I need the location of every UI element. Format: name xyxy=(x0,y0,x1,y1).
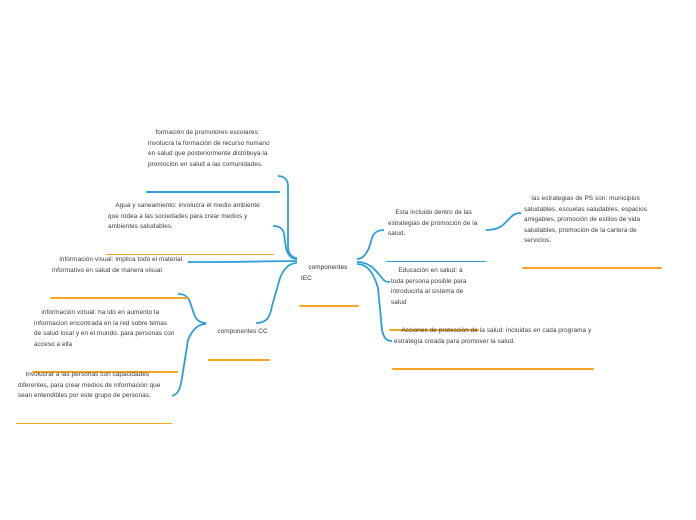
node-underline xyxy=(392,368,594,370)
node-label: componentes CC xyxy=(217,328,268,336)
node-estrategias-ps[interactable] xyxy=(522,184,662,269)
node-label: Acciones de protección de la salud: incluidas en cada programa y estrategia creada para promover la salud. xyxy=(394,327,594,345)
node-underline xyxy=(522,267,662,269)
node-label: información visual: implica todo el material informativo en salud de manera visual xyxy=(52,256,185,274)
connector-center-educacion xyxy=(357,262,390,282)
node-underline xyxy=(299,305,359,307)
node-capacidades-diferentes[interactable] xyxy=(16,360,172,424)
connector-center-promotores xyxy=(278,176,297,258)
node-acciones-proteccion-salud[interactable] xyxy=(392,316,594,370)
node-label: Agua y saneamiento: involucra el medio ambiente que rodea a las sociedades para crear medios y ambientes saludables. xyxy=(108,202,262,231)
connector-center-estaincluido xyxy=(357,230,384,259)
connector-estaincluido-estrategias xyxy=(486,213,521,230)
node-label: información virtual: ha ido en aumento la informacion encontrada en la red sobre temas de salud local y en el mundo. para personas con acceso a ella xyxy=(34,309,177,348)
node-underline xyxy=(208,359,270,361)
node-formacion-promotores-escolares[interactable] xyxy=(146,118,280,193)
node-label: Educación en salud: a toda persona posible para introducirla al sistema de salud xyxy=(391,267,469,306)
node-informacion-visual[interactable] xyxy=(50,245,188,299)
node-esta-incluido-promocion[interactable] xyxy=(386,198,486,262)
node-componentes-cc[interactable] xyxy=(208,317,270,361)
node-label: Involucrar a las personas con capacidades diferentes, para crear medios de información que sean entendibles por este grupo de personas. xyxy=(18,371,163,400)
node-label: Esta incluido dentro de las estrategias de promoción de la salud. xyxy=(388,209,480,238)
connector-center-componentescc xyxy=(256,263,297,323)
node-label: formación de promotores escolares: involucra la formación de recurso humano en salud que posteriormente distribuya la promoción en salud a las comunidades. xyxy=(148,129,272,168)
node-label: componentes IEC xyxy=(301,264,350,282)
connector-center-agua xyxy=(273,226,297,259)
connector-center-infovisual xyxy=(188,261,297,262)
node-componentes-iec[interactable] xyxy=(299,253,359,307)
connector-center-acciones xyxy=(357,264,392,341)
node-underline xyxy=(16,423,172,425)
node-label: las estrategias de PS son: municipios saludables, escuelas saludables, espacios amigables, promoción de estilos de vida saludables, promoción de la cartera de servicios. xyxy=(524,195,649,244)
